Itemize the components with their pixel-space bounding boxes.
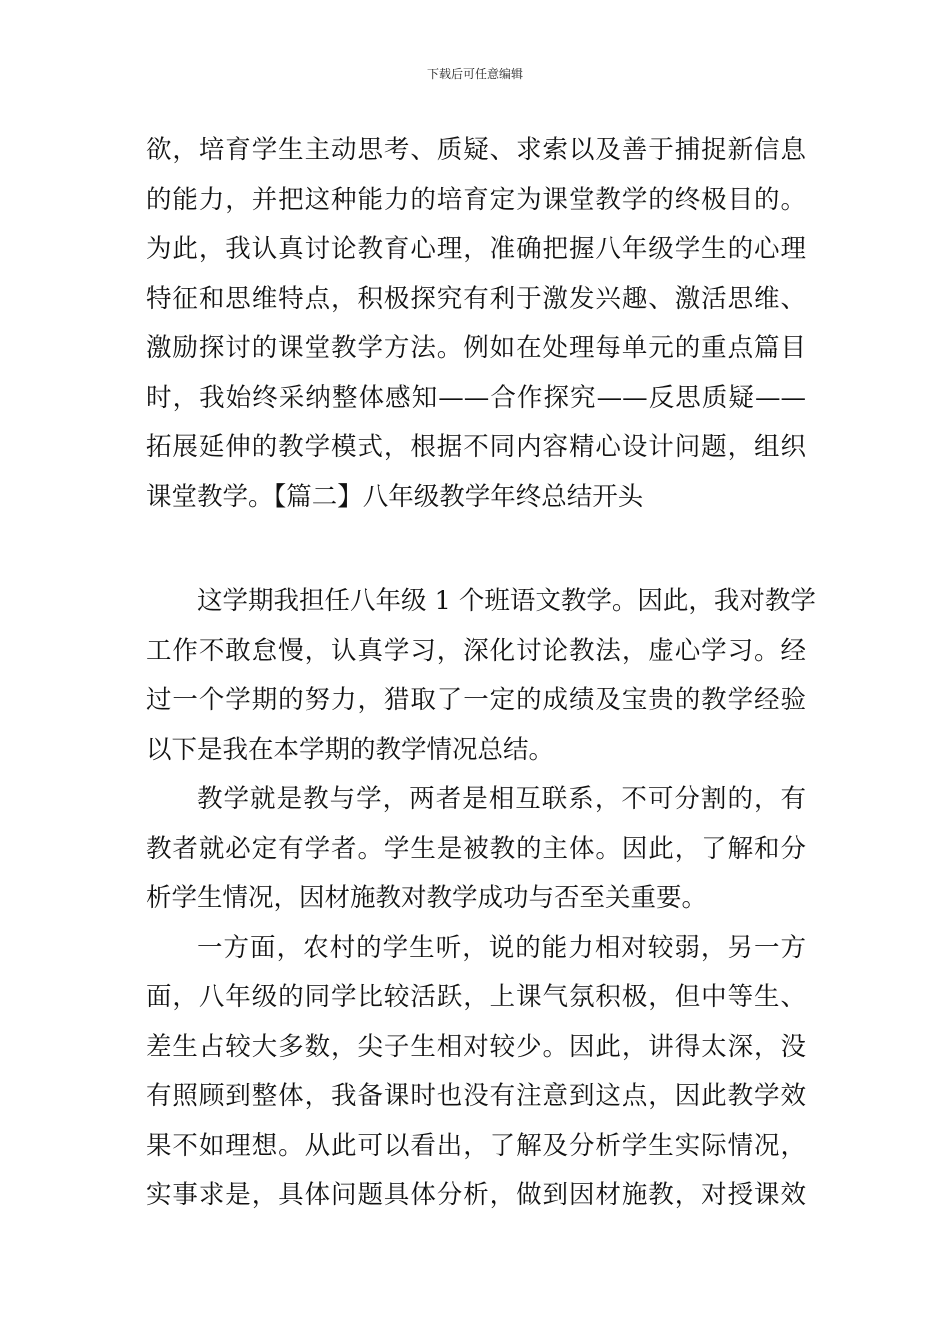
text-line: 时，我始终采纳整体感知——合作探究——反思质疑—— bbox=[146, 382, 806, 413]
page-header: 下载后可任意编辑 bbox=[426, 67, 523, 81]
text-line: 特征和思维特点，积极探究有利于激发兴趣、激活思维、 bbox=[146, 283, 806, 314]
text-line: 实事求是，具体问题具体分析，做到因材施教，对授课效 bbox=[146, 1180, 806, 1210]
text-line: 有照顾到整体，我备课时也没有注意到这点，因此教学效 bbox=[146, 1081, 806, 1111]
text-line: 这学期我担任八年级 1 个班语文教学。因此，我对教学 bbox=[197, 586, 816, 616]
text-line: 激励探讨的课堂教学方法。例如在处理每单元的重点篇目 bbox=[146, 333, 806, 363]
text-line: 果不如理想。从此可以看出，了解及分析学生实际情况， bbox=[146, 1130, 806, 1161]
text-line: 过一个学期的努力，猎取了一定的成绩及宝贵的教学经验 bbox=[146, 685, 806, 715]
paragraph bbox=[146, 775, 806, 924]
text-line: 教者就必定有学者。学生是被教的主体。因此，了解和分 bbox=[146, 833, 806, 864]
text-line: 教学就是教与学，两者是相互联系，不可分割的，有 bbox=[197, 784, 806, 814]
text-line: 欲，培育学生主动思考、质疑、求索以及善于捕捉新信息 bbox=[146, 135, 806, 165]
text-line: 工作不敢怠慢，认真学习，深化讨论教法，虚心学习。经 bbox=[146, 635, 806, 666]
text-line: 一方面，农村的学生听，说的能力相对较弱，另一方 bbox=[197, 932, 806, 963]
text-line: 差生占较大多数，尖子生相对较少。因此，讲得太深，没 bbox=[146, 1031, 806, 1062]
paragraph bbox=[146, 924, 806, 1221]
paragraph bbox=[146, 577, 816, 775]
text-line: 的能力，并把这种能力的培育定为课堂教学的终极目的。 bbox=[146, 184, 806, 215]
text-line: 拓展延伸的教学模式，根据不同内容精心设计问题，组织 bbox=[146, 432, 806, 462]
text-line: 为此，我认真讨论教育心理，准确把握八年级学生的心理 bbox=[146, 234, 806, 264]
section-heading-line: 课堂教学。【篇二】八年级教学年终总结开头 bbox=[146, 481, 644, 512]
text-line: 以下是我在本学期的教学情况总结。 bbox=[146, 734, 555, 765]
text-line: 面，八年级的同学比较活跃，上课气氛积极，但中等生、 bbox=[146, 982, 806, 1012]
text-line: 析学生情况，因材施教对教学成功与否至关重要。 bbox=[146, 883, 708, 913]
document-body-continued bbox=[146, 126, 806, 522]
document-body-section-two bbox=[146, 577, 816, 1221]
